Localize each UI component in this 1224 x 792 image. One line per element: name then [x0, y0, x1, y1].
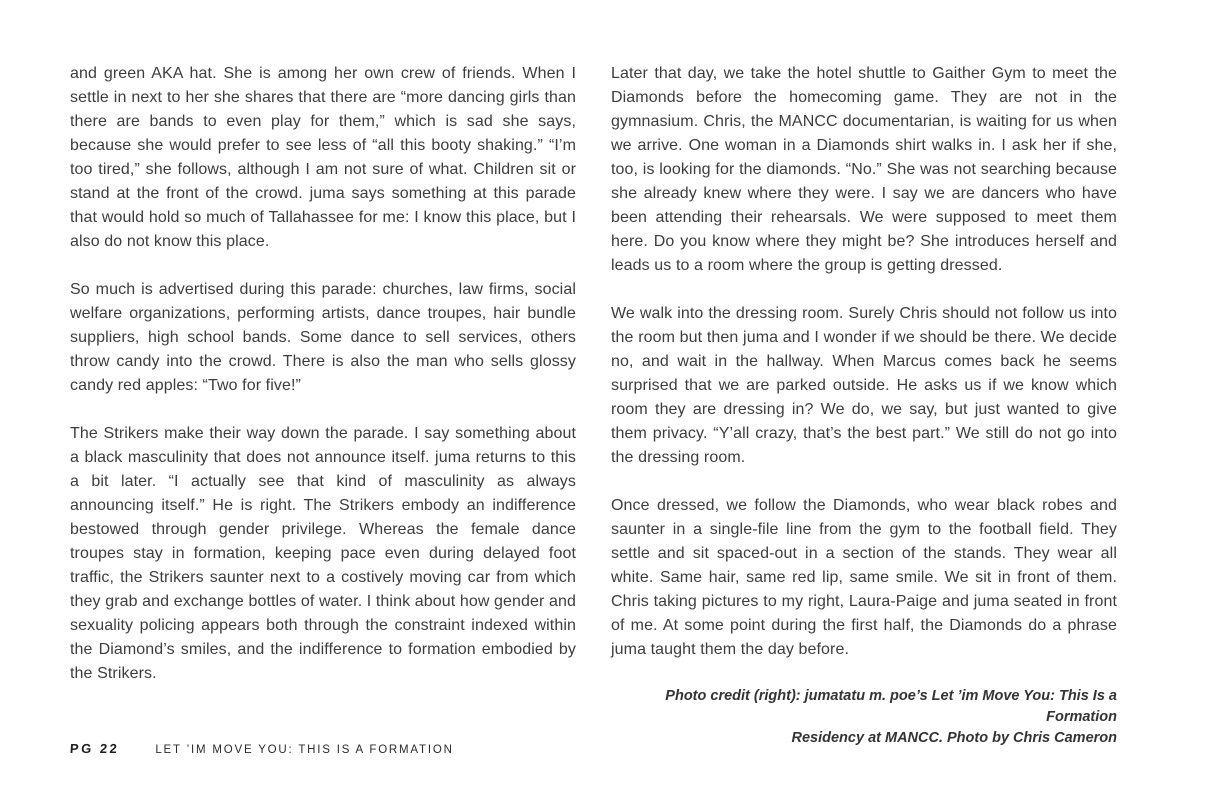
body-paragraph: Later that day, we take the hotel shuttle to Gaither Gym to meet the Diamonds before the homecoming game. They are not in the gymnasium. Chris, the MANCC documentarian, is waiting for us when we arrive. One woman in a Diamonds shirt walks in. I ask her if she, too, is looking for the diamonds. “No.” She was not searching because she already knew where they were. I say we are dancers who have been attending their rehearsals. We were supposed to meet them here. Do you know where they might be? She introduces herself and leads us to a room where the group is getting dressed.	[611, 65, 1117, 274]
right-column	[611, 62, 1117, 749]
body-paragraph: We walk into the dressing room. Surely Chris should not follow us into the room but then juma and I wonder if we should be there. We decide no, and wait in the hallway. When Marcus comes back he seems surprised that we are parked outside. He asks us if we know which room they are dressing in? We do, we say, but just wanted to give them privacy. “Y’all crazy, that’s the best part.” We still do not go into the dressing room.	[611, 305, 1117, 466]
book-title: LET ’IM MOVE YOU: THIS IS A FORMATION	[155, 744, 454, 756]
page-number-label: PG 22	[69, 741, 120, 756]
left-column	[70, 62, 576, 749]
photo-credit-line: Photo credit (right): jumatatu m. poe’s Let ’im Move You: This Is a Formation	[665, 688, 1117, 725]
body-paragraph: and green AKA hat. She is among her own crew of friends. When I settle in next to her she shares that there are “more dancing girls than there are bands to even play for them,” which is sad she says, because she would prefer to see less of “all this booty shaking.” “I’m too tired,” she follows, although I am not sure of what. Children sit or stand at the front of the crowd. juma says something at this parade that would hold so much of Tallahassee for me: I know this place, but I also do not know this place.	[70, 65, 576, 250]
photo-credit	[611, 686, 1117, 749]
body-paragraph: The Strikers make their way down the parade. I say something about a black masculinity that does not announce itself. juma returns to this a bit later. “I actually see that kind of masculinity as always announcing itself.” He is right. The Strikers embody an indifference bestowed through gender privilege. Whereas the female dance troupes stay in formation, keeping pace even during delayed foot traffic, the Strikers saunter next to a costively moving car from which they grab and exchange bottles of water. I think about how gender and sexuality policing appears both through the constraint indexed within the Diamond’s smiles, and the indifference to formation embodied by the Strikers.	[70, 425, 576, 682]
photo-credit-line: Residency at MANCC. Photo by Chris Cameron	[791, 730, 1117, 746]
body-paragraph: So much is advertised during this parade: churches, law firms, social welfare organizations, performing artists, dance troupes, hair bundle suppliers, high school bands. Some dance to sell services, others throw candy into the crowd. There is also the man who sells glossy candy red apples: “Two for five!”	[70, 281, 576, 394]
body-paragraph: Once dressed, we follow the Diamonds, who wear black robes and saunter in a single-file line from the gym to the football field. They settle and sit spaced-out in a section of the stands. They wear all white. Same hair, same red lip, same smile. We sit in front of them. Chris taking pictures to my right, Laura-Paige and juma seated in front of me. At some point during the first half, the Diamonds do a phrase juma taught them the day before.	[611, 497, 1117, 658]
text-columns	[70, 62, 1118, 749]
page-footer	[70, 741, 454, 756]
